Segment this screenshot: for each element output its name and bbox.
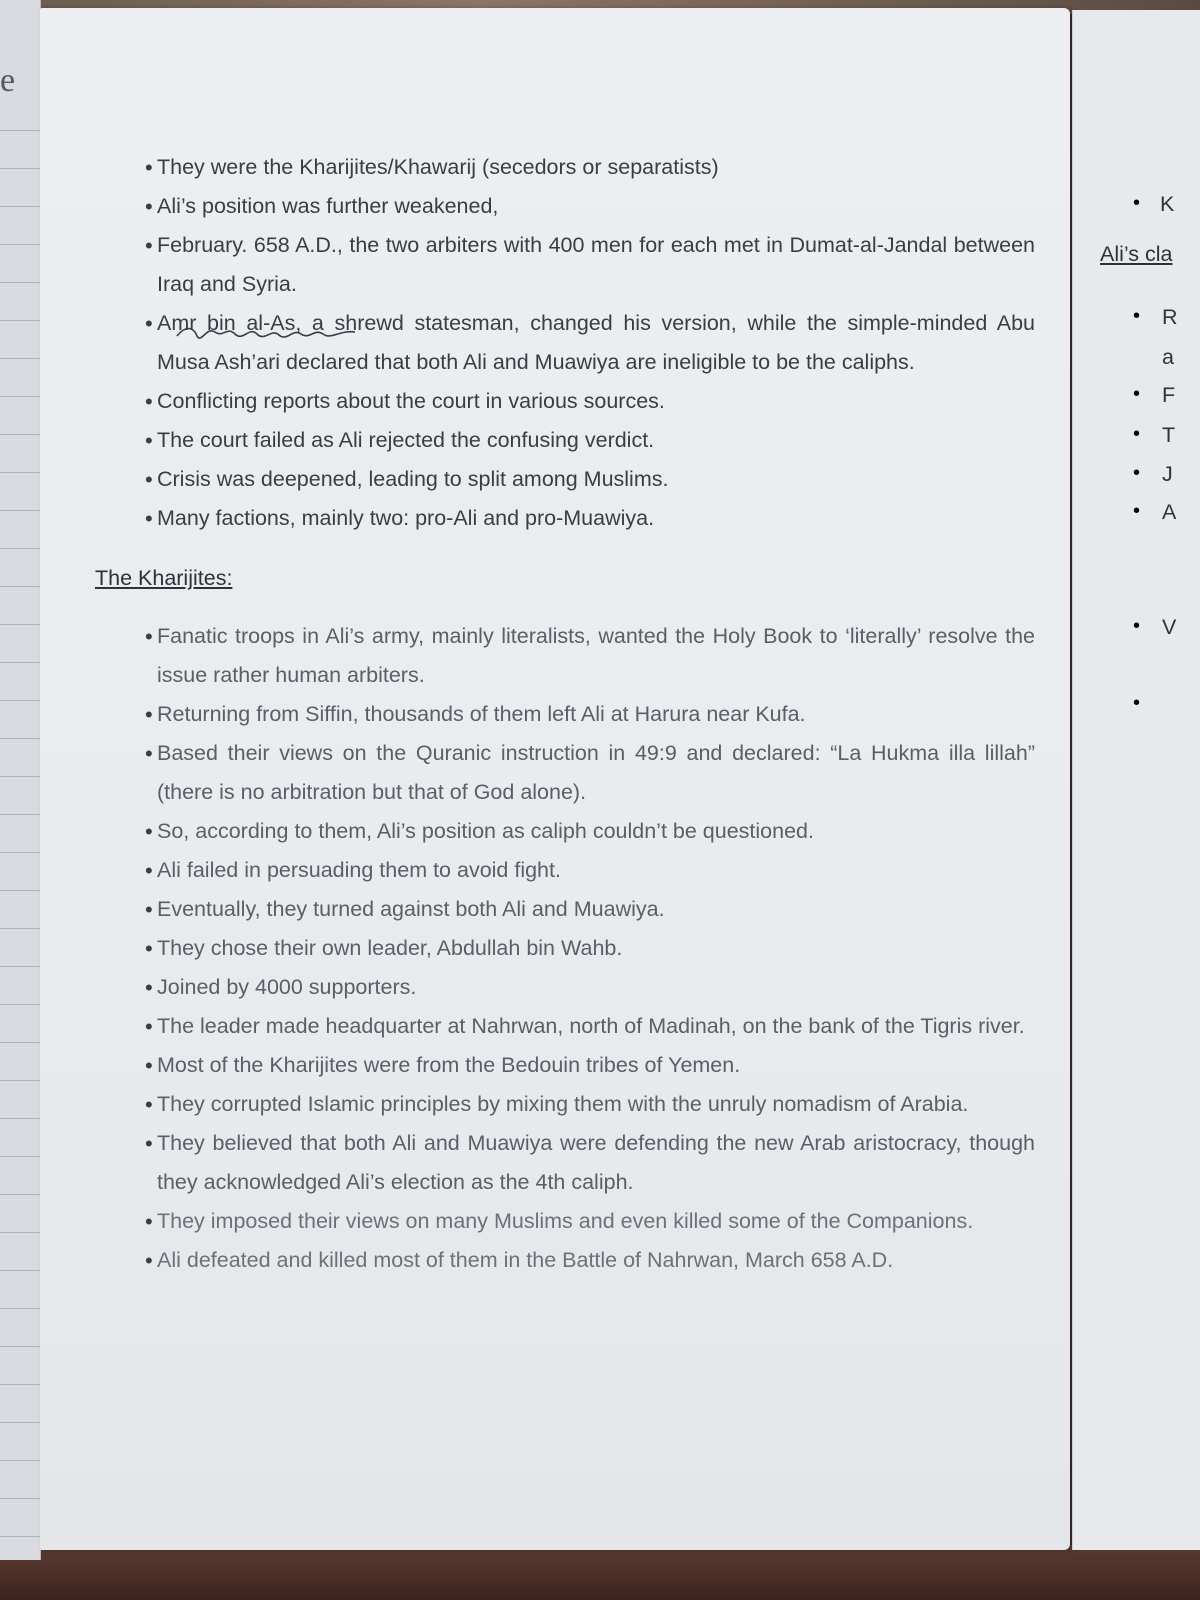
list-item-text: Eventually, they turned against both Ali and Muawiya.	[157, 897, 665, 921]
background-rug	[0, 1545, 1200, 1600]
list-item-text: They were the Kharijites/Khawarij (secedors or separatists)	[157, 155, 719, 179]
notebook-rule-line	[0, 1422, 40, 1423]
right-page-fragment: J	[1162, 462, 1173, 486]
list-item	[85, 187, 1035, 226]
notebook-rule-line	[0, 1460, 40, 1461]
right-page-bullet: •	[1133, 500, 1141, 522]
section-heading: The Kharijites:	[95, 566, 233, 590]
notebook-rule-line	[0, 1004, 40, 1005]
notebook-rule-line	[0, 700, 40, 701]
intro-list	[85, 148, 1035, 538]
notebook-rule-line	[0, 1270, 40, 1271]
notebook-rule-line	[0, 1080, 40, 1081]
right-page-bullet: •	[1133, 462, 1141, 484]
list-item-text: They corrupted Islamic principles by mixing them with the unruly nomadism of Arabia.	[157, 1092, 969, 1116]
list-item	[85, 460, 1035, 499]
left-page-letter: e	[0, 62, 16, 99]
notebook-rule-line	[0, 1384, 40, 1385]
notebook-rule-line	[0, 434, 40, 435]
notebook-rule-line	[0, 510, 40, 511]
right-page-fragment: R	[1162, 305, 1178, 329]
notebook-rule-line	[0, 1156, 40, 1157]
notebook-rule-line	[0, 1308, 40, 1309]
notebook-rule-line	[0, 472, 40, 473]
list-item	[85, 382, 1035, 421]
right-page-fragment: F	[1162, 383, 1176, 407]
list-item	[85, 812, 1035, 851]
notebook-rule-line	[0, 548, 40, 549]
list-item-text: Amr bin al-As, a shrewd statesman, changed his version, while the simple-minded Abu Musa Ash’ari declared that both Ali and Muawiya are ineligible to be the caliphs.	[157, 311, 1035, 374]
list-item-text: Ali defeated and killed most of them in the Battle of Nahrwan, March 658 A.D.	[157, 1248, 894, 1272]
notebook-rule-line	[0, 586, 40, 587]
right-page-fragment: A	[1162, 500, 1177, 524]
list-item-text: Ali failed in persuading them to avoid fight.	[157, 858, 561, 882]
notebook-rule-line	[0, 738, 40, 739]
notebook-rule-line	[0, 1118, 40, 1119]
right-page-fragment: K	[1160, 192, 1175, 216]
list-item	[85, 499, 1035, 538]
list-item-text: The leader made headquarter at Nahrwan, north of Madinah, on the bank of the Tigris river.	[157, 1014, 1025, 1038]
list-item	[85, 1202, 1035, 1241]
notebook-rule-line	[0, 396, 40, 397]
notebook-rule-line	[0, 1498, 40, 1499]
list-item	[85, 304, 1035, 382]
list-item-text: February. 658 A.D., the two arbiters with 400 men for each met in Dumat-al-Jandal between Iraq and Syria.	[157, 233, 1035, 296]
left-notebook-edge	[0, 0, 41, 1560]
notebook-rule-line	[0, 852, 40, 853]
notebook-rule-line	[0, 1536, 40, 1537]
list-item	[85, 734, 1035, 812]
list-item-text: They chose their own leader, Abdullah bin Wahb.	[157, 936, 623, 960]
right-page-bullet: •	[1133, 615, 1141, 637]
notebook-rule-line	[0, 1346, 40, 1347]
notebook-rule-line	[0, 928, 40, 929]
list-item-text: Based their views on the Quranic instruction in 49:9 and declared: “La Hukma illa lillah” (there is no arbitration but that of God alone).	[157, 741, 1035, 804]
notebook-rule-line	[0, 890, 40, 891]
list-item-text: So, according to them, Ali’s position as caliph couldn’t be questioned.	[157, 819, 814, 843]
notebook-rule-line	[0, 776, 40, 777]
notebook-rule-line	[0, 206, 40, 207]
list-item-text: They imposed their views on many Muslims and even killed some of the Companions.	[157, 1209, 974, 1233]
list-item-text: Returning from Siffin, thousands of them left Ali at Harura near Kufa.	[157, 702, 806, 726]
list-item	[85, 1007, 1035, 1046]
right-page-bullet: •	[1133, 692, 1141, 714]
list-item-text: They believed that both Ali and Muawiya were defending the new Arab aristocracy, though they acknowledged Ali’s election as the 4th caliph.	[157, 1131, 1035, 1194]
notebook-rule-line	[0, 168, 40, 169]
list-item	[85, 968, 1035, 1007]
right-page-fragment: V	[1162, 615, 1177, 639]
list-item	[85, 890, 1035, 929]
notebook-rule-line	[0, 966, 40, 967]
notebook-rule-line	[0, 814, 40, 815]
list-item-text: Fanatic troops in Ali’s army, mainly literalists, wanted the Holy Book to ‘literally’ resolve the issue rather human arbiters.	[157, 624, 1035, 687]
right-page-bullet: •	[1133, 305, 1141, 327]
list-item-text: Crisis was deepened, leading to split among Muslims.	[157, 467, 669, 491]
notebook-rule-line	[0, 624, 40, 625]
right-page-bullet: •	[1133, 383, 1141, 405]
notebook-rule-line	[0, 358, 40, 359]
list-item	[85, 617, 1035, 695]
notebook-rule-line	[0, 1232, 40, 1233]
notebook-rule-line	[0, 320, 40, 321]
list-item	[85, 226, 1035, 304]
list-item	[85, 1241, 1035, 1280]
notebook-rule-line	[0, 282, 40, 283]
list-item-text: Ali’s position was further weakened,	[157, 194, 499, 218]
list-item-text: Many factions, mainly two: pro-Ali and pro-Muawiya.	[157, 506, 655, 530]
list-item	[85, 929, 1035, 968]
list-item	[85, 421, 1035, 460]
notebook-rule-line	[0, 244, 40, 245]
list-item-text: Joined by 4000 supporters.	[157, 975, 417, 999]
notebook-rule-line	[0, 130, 40, 131]
kharijites-list	[85, 617, 1035, 1280]
document-content	[85, 148, 1035, 1280]
list-item	[85, 1085, 1035, 1124]
right-page-bullet: •	[1133, 423, 1141, 445]
notebook-rule-line	[0, 1194, 40, 1195]
right-page-heading: Ali’s cla	[1100, 242, 1173, 266]
list-item	[85, 695, 1035, 734]
right-page-fragment: a	[1162, 345, 1174, 369]
right-page-fragment: T	[1162, 423, 1176, 447]
right-page-edge	[1072, 10, 1200, 1550]
list-item	[85, 1124, 1035, 1202]
list-item-text: The court failed as Ali rejected the confusing verdict.	[157, 428, 655, 452]
list-item	[85, 1046, 1035, 1085]
list-item	[85, 148, 1035, 187]
notebook-rule-line	[0, 662, 40, 663]
notebook-rule-line	[0, 1042, 40, 1043]
right-page-bullet: •	[1133, 192, 1141, 214]
list-item	[85, 851, 1035, 890]
list-item-text: Conflicting reports about the court in various sources.	[157, 389, 665, 413]
list-item-text: Most of the Kharijites were from the Bedouin tribes of Yemen.	[157, 1053, 741, 1077]
